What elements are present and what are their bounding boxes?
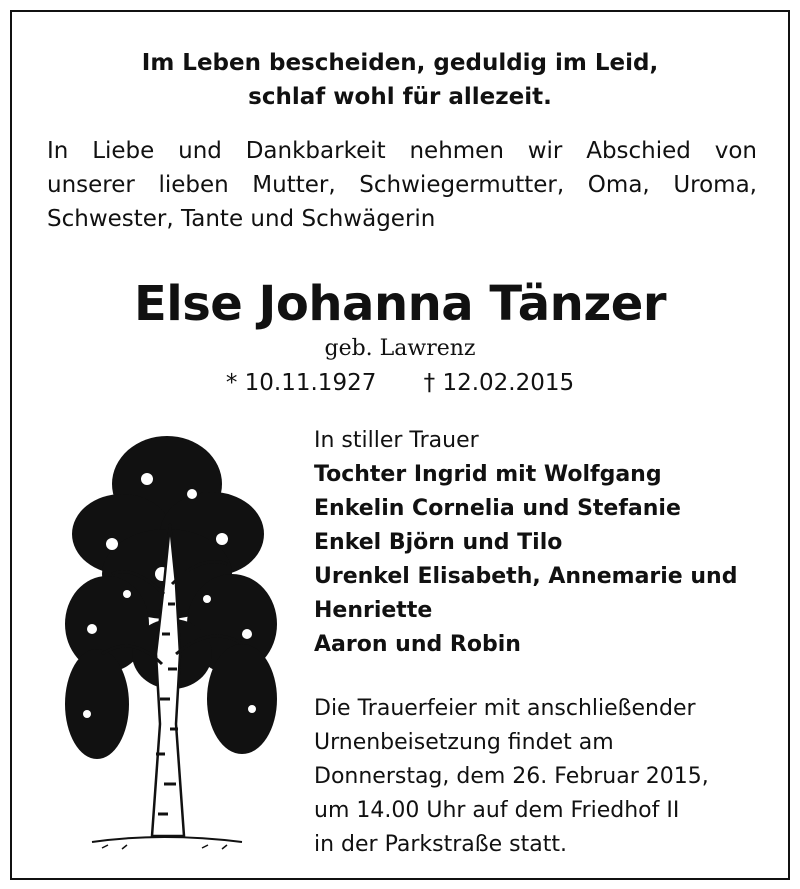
funeral-line: um 14.00 Uhr auf dem Friedhof II [314,798,680,823]
mourner-line: Tochter Ingrid mit Wolfgang [314,462,662,487]
life-dates [12,368,788,398]
birth-date: * 10.11.1927 [225,370,377,396]
mourner-line: Urenkel Elisabeth, Annemarie und [314,564,738,589]
obituary-notice [10,10,790,880]
intro-line-3: Schwester, Tante und Schwägerin [47,206,436,232]
mourner-line: Enkelin Cornelia und Stefanie [314,496,681,521]
funeral-line: in der Parkstraße statt. [314,832,567,857]
mourners-list [314,424,774,662]
motto-line-1: Im Leben bescheiden, geduldig im Leid, [141,50,659,76]
mourner-line: Aaron und Robin [314,632,521,657]
death-date: † 12.02.2015 [423,370,575,396]
funeral-line: Donnerstag, dem 26. Februar 2015, [314,764,709,789]
mourner-line: Henriette [314,598,433,623]
deceased-name: Else Johanna Tänzer [133,276,667,332]
funeral-line: Die Trauerfeier mit anschließender [314,696,696,721]
funeral-line: Urnenbeisetzung findet am [314,730,614,755]
intro-line-1: In Liebe und Dankbarkeit nehmen wir Abschied von [47,138,757,164]
mourner-line: Enkel Björn und Tilo [314,530,563,555]
motto-line-2: schlaf wohl für allezeit. [248,84,552,110]
intro-text [47,134,757,236]
maiden-name: geb. Lawrenz [324,336,476,361]
funeral-details [314,692,774,862]
mourners-heading: In stiller Trauer [314,428,479,453]
birch-tree-icon [52,424,282,856]
intro-line-2: unserer lieben Mutter, Schwiegermutter, Oma, Uroma, [47,172,757,198]
